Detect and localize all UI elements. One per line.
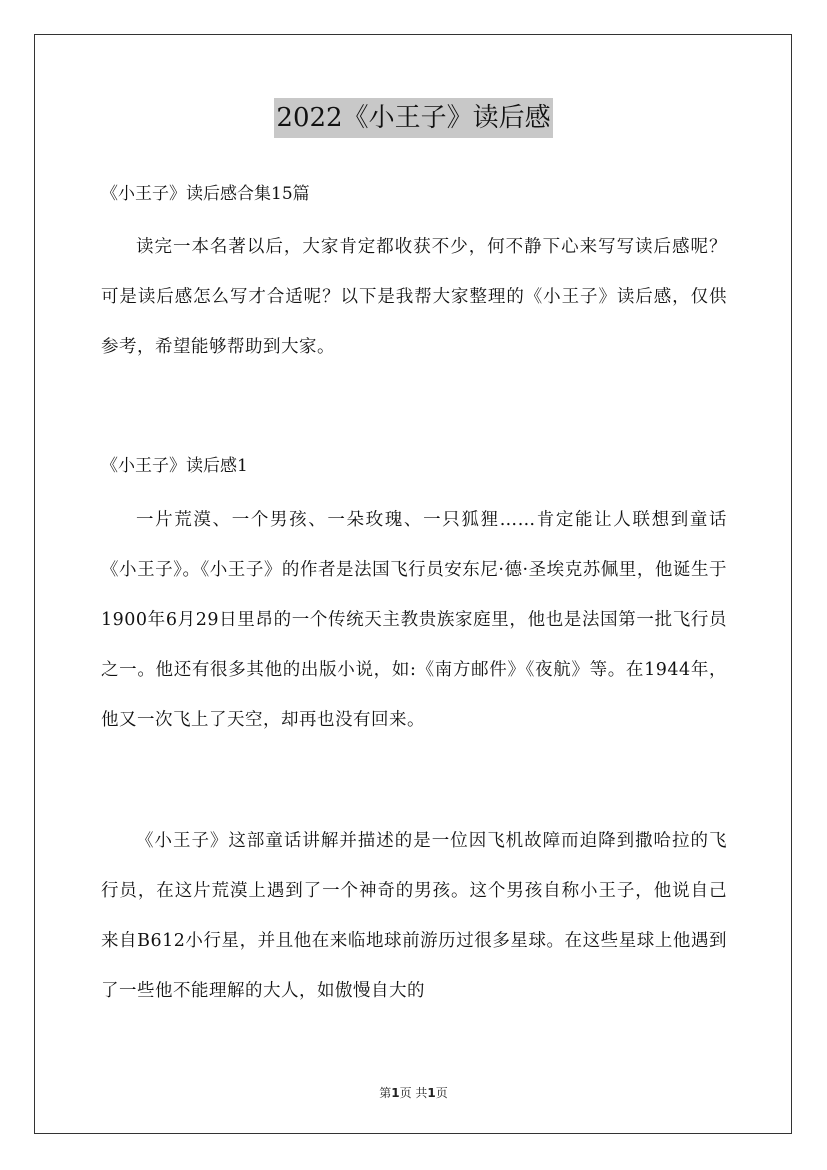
document-title-container <box>0 98 827 138</box>
document-subtitle: 《小王子》读后感合集15篇 <box>101 184 310 204</box>
body-paragraph-2: 《小王子》这部童话讲解并描述的是一位因飞机故障而迫降到撒哈拉的飞行员，在这片荒漠上遇到了一个神奇的男孩。这个男孩自称小王子，他说自己来自B612小行星，并且他在来临地球前游历过很多星球。在这些星球上他遇到了一些他不能理解的大人，如傲慢自大的 <box>101 831 727 1001</box>
intro-paragraph: 读完一本名著以后，大家肯定都收获不少，何不静下心来写写读后感呢？可是读后感怎么写才合适呢？以下是我帮大家整理的《小王子》读后感，仅供参考，希望能够帮助到大家。 <box>101 237 727 357</box>
footer-page-mid: 页 共 <box>399 1086 428 1100</box>
page-footer <box>0 1084 827 1101</box>
body-paragraph-1: 一片荒漠、一个男孩、一朵玫瑰、一只狐狸……肯定能让人联想到童话《小王子》。《小王子》的作者是法国飞行员安东尼·德·圣埃克苏佩里，他诞生于1900年6月29日里昂的一个传统天主教贵族家庭里，他也是法国第一批飞行员之一。他还有很多其他的出版小说，如:《南方邮件》《夜航》等。在1944年，他又一次飞上了天空，却再也没有回来。 <box>101 510 727 730</box>
footer-page-total: 1 <box>427 1086 436 1100</box>
footer-page-current: 1 <box>391 1086 400 1100</box>
section-heading: 《小王子》读后感1 <box>101 456 248 476</box>
footer-page-suffix: 页 <box>435 1086 448 1100</box>
footer-page-prefix: 第 <box>379 1086 392 1100</box>
document-title: 2022《小王子》读后感 <box>274 98 552 138</box>
